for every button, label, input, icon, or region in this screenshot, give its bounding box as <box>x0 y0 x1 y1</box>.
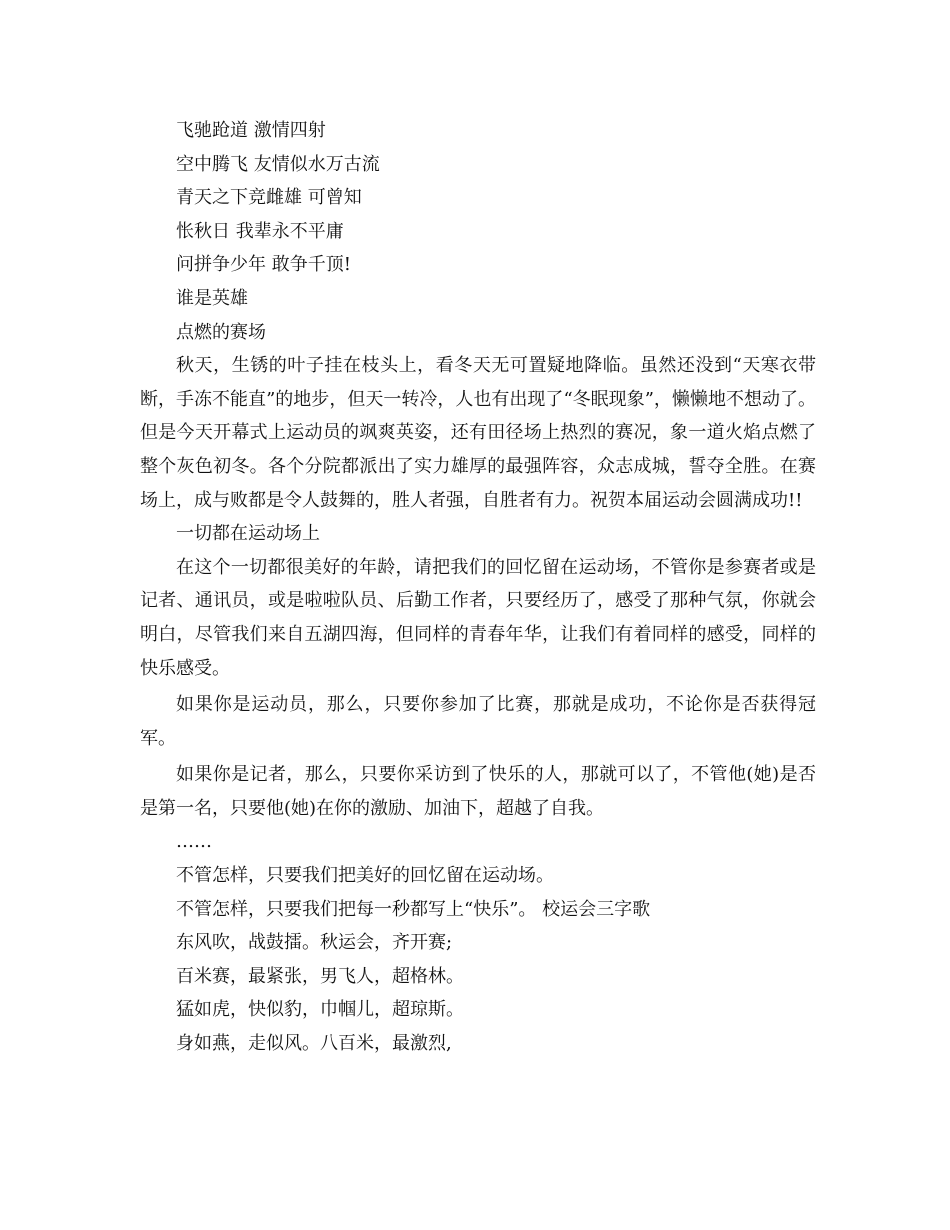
poem-line: 青天之下竞雌雄 可曾知 <box>176 187 362 209</box>
song-line: 身如燕，走似风。八百米，最激烈, <box>176 1033 452 1055</box>
song-line: 东风吹，战鼓擂。秋运会，齐开赛; <box>176 932 453 954</box>
poem-line: 怅秋日 我辈永不平庸 <box>176 220 344 242</box>
section-heading: 一切都在运动场上 <box>176 523 320 545</box>
paragraph-athlete: 如果你是运动员，那么，只要你参加了比赛，那就是成功，不论你是否获得冠军。 <box>140 694 816 749</box>
song-line: 猛如虎，快似豹，巾帼儿，超琼斯。 <box>176 999 464 1021</box>
paragraph-autumn: 秋天，生锈的叶子挂在枝头上，看冬天无可置疑地降临。虽然还没到“天寒衣带断，手冻不能直”的地步，但天一转冷，人也有出现了“冬眠现象”，懒懒地不想动了。但是今天开幕式上运动员的飒爽英姿，还有田径场上热烈的赛况，象一道火焰点燃了整个灰色初冬。各个分院都派出了实力雄厚的最强阵容，众志成城，誓夺全胜。在赛场上，成与败都是令人鼓舞的，胜人者强，自胜者有力。祝贺本届运动会圆满成功!! <box>140 355 816 511</box>
ellipsis: …… <box>176 831 212 853</box>
text-line: 不管怎样，只要我们把美好的回忆留在运动场。 <box>176 865 554 887</box>
poem-line: 空中腾飞 友情似水万古流 <box>176 153 380 175</box>
poem-line: 飞驰跄道 激情四射 <box>176 120 326 141</box>
poem-line: 谁是英雄 <box>176 287 248 309</box>
poem-line: 问拼争少年 敢争千顶! <box>176 254 351 276</box>
section-title: 点燃的赛场 <box>176 321 266 343</box>
text-line: 不管怎样，只要我们把每一秒都写上“快乐”。 校运会三字歌 <box>176 898 651 920</box>
paragraph-reporter: 如果你是记者，那么，只要你采访到了快乐的人，那就可以了，不管他(她)是否是第一名，只要他(她)在你的激励、加油下，超越了自我。 <box>140 764 816 819</box>
document-body <box>140 114 816 1061</box>
paragraph-memory: 在这个一切都很美好的年龄，请把我们的回忆留在运动场，不管你是参赛者或是记者、通讯员，或是啦啦队员、后勤工作者，只要经历了，感受了那种气氛，你就会明白，尽管我们来自五湖四海，但同样的青春年华，让我们有着同样的感受，同样的快乐感受。 <box>140 556 816 679</box>
song-line: 百米赛，最紧张，男飞人，超格林。 <box>176 965 464 987</box>
